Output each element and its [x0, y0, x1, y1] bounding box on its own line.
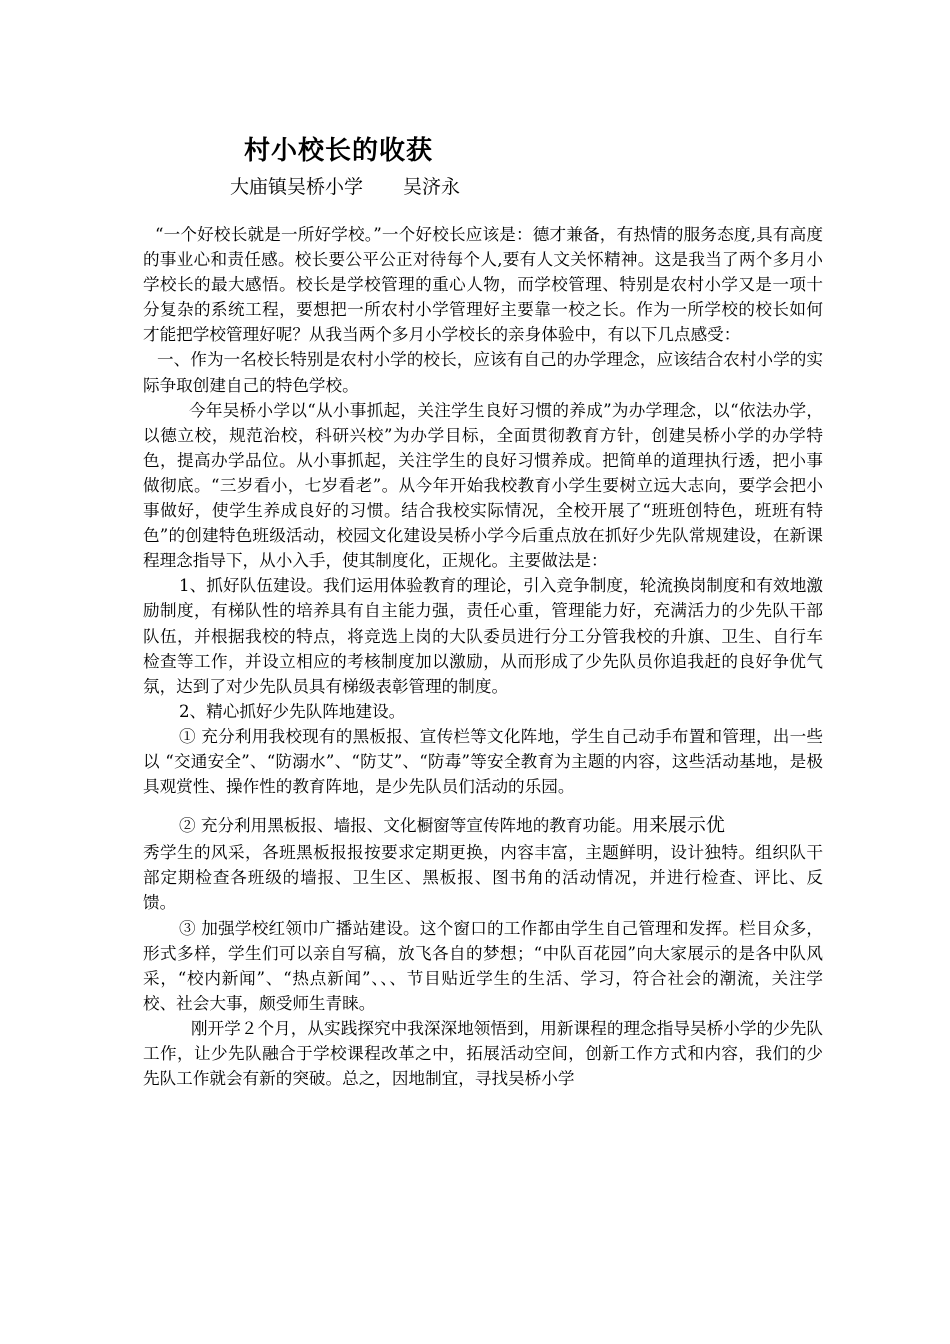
paragraph-item-2-lead-text: ② 充分利用黑板报、墙报、文化橱窗等宣传阵地的教育功能。用 — [179, 816, 649, 836]
document-body — [143, 222, 823, 1091]
paragraph-item-3: ③ 加强学校红领巾广播站建设。这个窗口的工作都由学生自己管理和发挥。栏目众多，形式多样，学生们可以亲自写稿，放飞各自的梦想；“中队百花园”向大家展示的是各中队风采，“校内新闻”、“热点新闻”、、、节目贴近学生的生活、学习，符合社会的潮流，关注学校、社会大事，颇受师生青睐。 — [143, 918, 823, 1013]
paragraph-conclusion: 刚开学２个月，从实践探究中我深深地领悟到，用新课程的理念指导吴桥小学的少先队工作，让少先队融合于学校课程改革之中，拓展活动空间，创新工作方式和内容，我们的少先队工作就会有新的突破。总之，因地制宜，寻找吴桥小学 — [143, 1018, 823, 1089]
paragraph-school-philosophy: 今年吴桥小学以“从小事抓起，关注学生良好习惯的养成”为办学理念，以“依法办学，以德立校，规范治校，科研兴校”为办学目标，全面贯彻教育方针，创建吴桥小学的办学特色，提高办学品位。从小事抓起，关注学生的良好习惯养成。把简单的道理执行透，把小事做彻底。“三岁看小，七岁看老”。从今年开始我校教育小学生要树立远大志向，要学会把小事做好，使学生养成良好的习惯。结合我校实际情况，全校开展了“班班创特色，班班有特色”的创建特色班级活动，校园文化建设吴桥小学今后重点放在抓好少先队常规建设，在新课程理念指导下，从小入手，使其制度化，正规化。主要做法是： — [143, 400, 823, 571]
paragraph-section-1-heading: 一、作为一名校长特别是农村小学的校长，应该有自己的办学理念，应该结合农村小学的实际争取创建自己的特色学校。 — [143, 350, 823, 395]
paragraph-intro: “一个好校长就是一所好学校。”一个好校长应该是：德才兼备，有热情的服务态度,具有高度的事业心和责任感。校长要公平公正对待每个人,要有人文关怀精神。这是我当了两个多月小学校长的最大感悟。校长是学校管理的重心人物，而学校管理、特别是农村小学又是一项十分复杂的系统工程，要想把一所农村小学管理好主要靠一校之长。作为一所学校的校长如何才能把学校管理好呢？从我当两个多月小学校长的亲身体验中，有以下几点感受： — [143, 225, 823, 345]
byline-author: 吴济永 — [403, 176, 461, 198]
paragraph-item-2-lead-large-text: 来展示优 — [648, 814, 725, 837]
byline — [230, 172, 460, 199]
paragraph-team-building: 1、抓好队伍建设。我们运用体验教育的理论，引入竞争制度，轮流换岗制度和有效地激励制度，有梯队性的培养具有自主能力强，责任心重，管理能力好，充满活力的少先队干部队伍，并根据我校的特点，将竞选上岗的大队委员进行分工分管我校的升旗、卫生、自行车检查等工作，并设立相应的考核制度加以激励，从而形成了少先队员你追我赶的良好争优气氛，达到了对少先队员具有梯级表彰管理的制度。 — [143, 576, 823, 696]
paragraph-item-1: ① 充分利用我校现有的黑板报、宣传栏等文化阵地，学生自己动手布置和管理，出一些以 “交通安全”、“防溺水”、“防艾”、“防毒”等安全教育为主题的内容，这些活动基地，是极具观赏性、操作性的教育阵地，是少先队员们活动的乐园。 — [143, 726, 823, 797]
paragraph-position-building-heading: 2、精心抓好少先队阵地建设。 — [179, 701, 406, 721]
paragraph-item-2-body: 秀学生的风采，各班黑板报报按要求定期更换，内容丰富，主题鲜明，设计独特。组织队干部定期检查各班级的墙报、卫生区、黑板报、图书角的活动情况，并进行检查、评比、反馈。 — [143, 843, 823, 913]
byline-school: 大庙镇吴桥小学 — [230, 176, 364, 198]
document-title: 村小校长的收获 — [244, 136, 434, 166]
paragraph-item-2-lead — [143, 813, 823, 838]
